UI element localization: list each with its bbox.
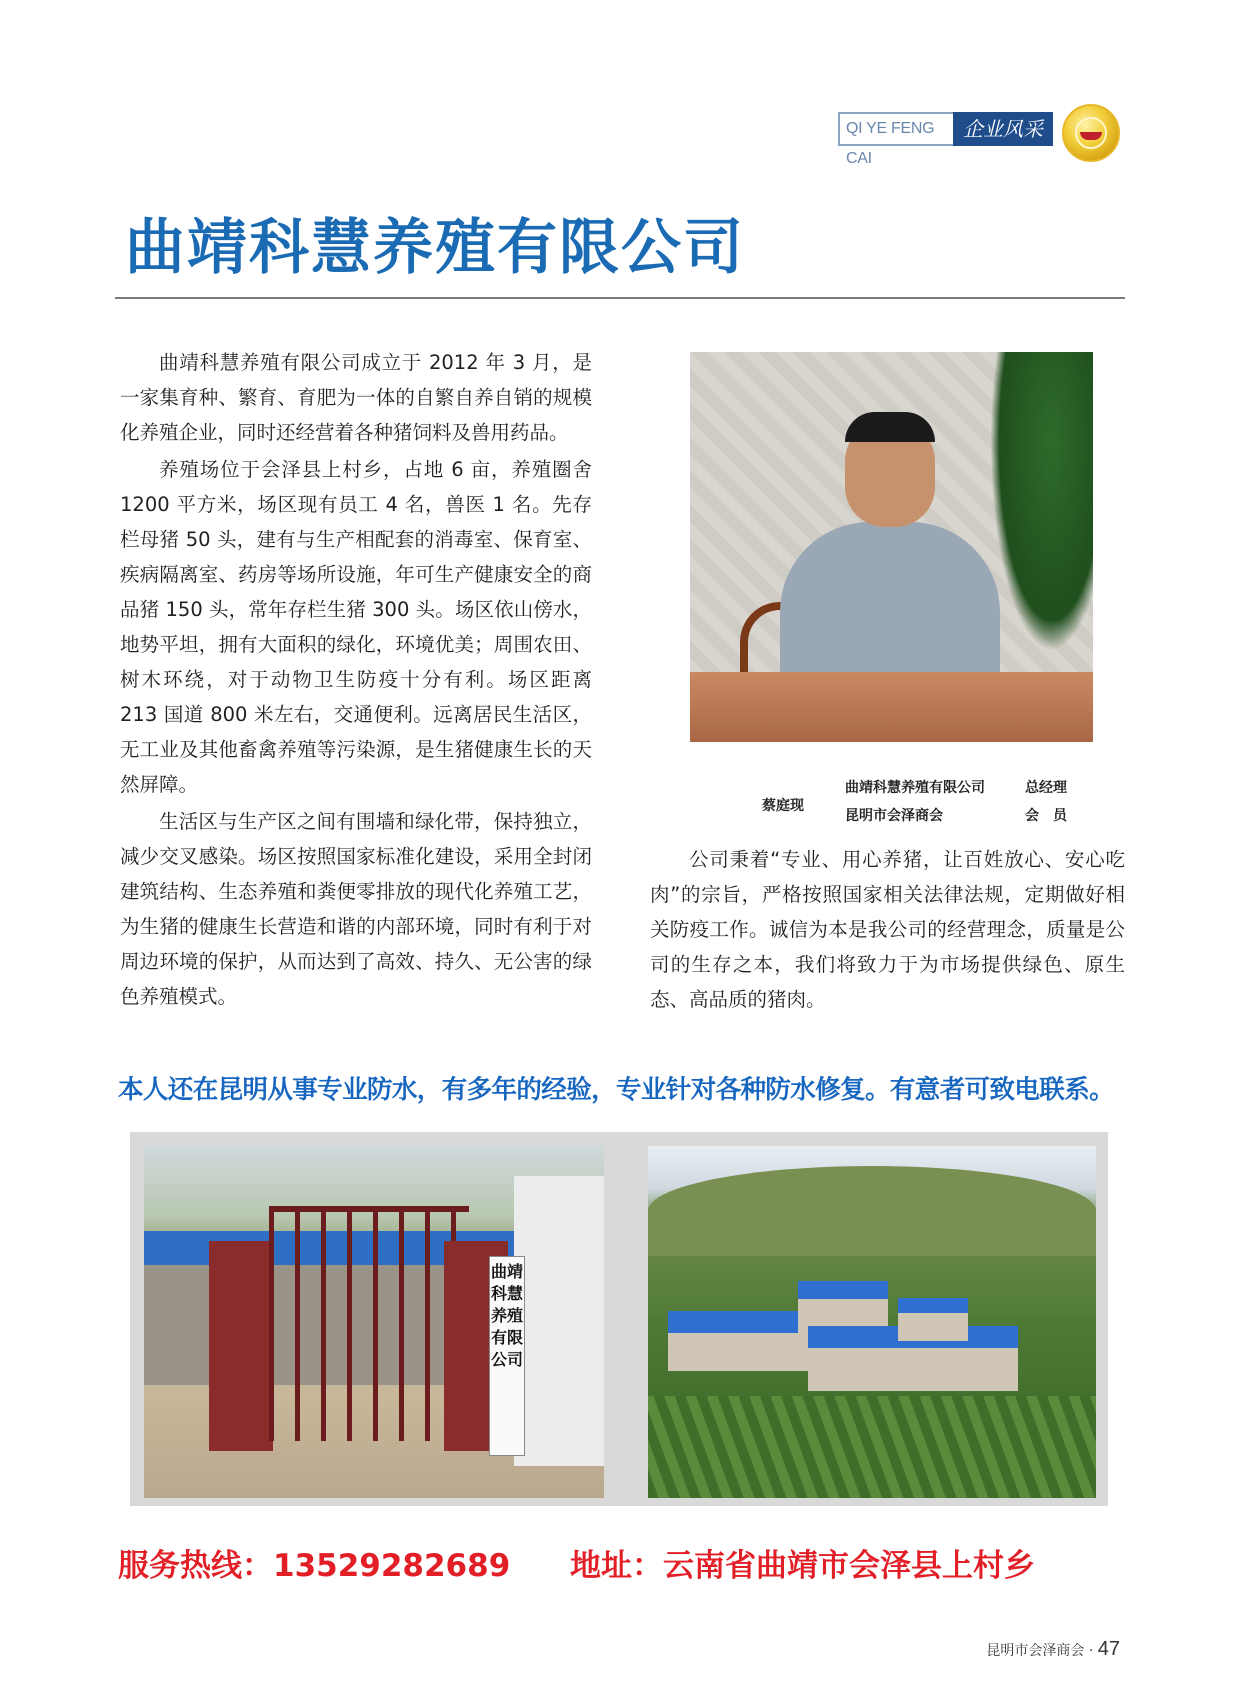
photo-caption xyxy=(690,775,1093,835)
portrait-photo xyxy=(690,352,1093,742)
article-left-column xyxy=(120,345,592,1016)
article-paragraph: 养殖场位于会泽县上村乡，占地 6 亩，养殖圈舍 1200 平方米，场区现有员工 4 名，兽医 1 名。先存栏母猪 50 头，建有与生产相配套的消毒室、保育室、疾病隔离室、药房等场所设施，年可生产健康安全的商品猪 150 头，常年存栏生猪 300 头。场区依山傍水，地势平坦，拥有大面积的绿化，环境优美；周围农田、树木环绕，对于动物卫生防疫十分有利。场区距离 213 国道 800 米左右，交通便利。远离居民生活区，无工业及其他畜禽养殖等污染源，是生猪健康生长的天然屏障。 xyxy=(120,458,592,796)
section-title: 企业风采 xyxy=(953,112,1053,146)
caption-role: 会 员 xyxy=(1025,808,1067,824)
section-badge xyxy=(838,112,1118,167)
caption-org: 曲靖科慧养殖有限公司 xyxy=(845,780,985,796)
publication-name: 昆明市会泽商会 xyxy=(986,1643,1085,1659)
page-footer xyxy=(986,1638,1120,1661)
page-number: 47 xyxy=(1097,1638,1120,1660)
footer-separator: · xyxy=(1088,1643,1094,1659)
caption-name: 蔡庭现 xyxy=(762,798,804,814)
farm-gate-photo xyxy=(144,1146,604,1498)
gate-sign: 曲靖科慧养殖有限公司 xyxy=(489,1256,525,1456)
article-paragraph: 公司秉着“专业、用心养猪，让百姓放心、安心吃肉”的宗旨，严格按照国家相关法律法规，定期做好相关防疫工作。诚信为本是我公司的经营理念，质量是公司的生存之本，我们将致力于为市场提供绿色、原生态、高品质的猪肉。 xyxy=(650,848,1125,1011)
article-right-column xyxy=(650,842,1125,1017)
article-paragraph: 曲靖科慧养殖有限公司成立于 2012 年 3 月，是一家集育种、繁育、育肥为一体的自繁自养自销的规模化养殖企业，同时还经营着各种猪饲料及兽用药品。 xyxy=(120,351,592,444)
photo-panel xyxy=(130,1132,1108,1506)
advertisement-text: 本人还在昆明从事专业防水，有多年的经验，专业针对各种防水修复。有意者可致电联系。 xyxy=(118,1075,1115,1105)
article-paragraph: 生活区与生产区之间有围墙和绿化带，保持独立，减少交叉感染。场区按照国家标准化建设，采用全封闭建筑结构、生态养殖和粪便零排放的现代化养殖工艺，为生猪的健康生长营造和谐的内部环境，同时有利于对周边环境的保护，从而达到了高效、持久、无公害的绿色养殖模式。 xyxy=(120,810,592,1008)
company-address: 地址：云南省曲靖市会泽县上村乡 xyxy=(570,1548,1035,1584)
page-title: 曲靖科慧养殖有限公司 xyxy=(125,213,745,283)
caption-org: 昆明市会泽商会 xyxy=(845,808,943,824)
caption-role: 总经理 xyxy=(1025,780,1067,796)
title-divider xyxy=(115,297,1125,299)
section-pinyin: QI YE FENG CAI xyxy=(838,112,953,146)
chamber-emblem-icon xyxy=(1062,104,1120,162)
service-hotline: 服务热线：13529282689 xyxy=(118,1548,511,1584)
farm-overview-photo xyxy=(648,1146,1096,1498)
